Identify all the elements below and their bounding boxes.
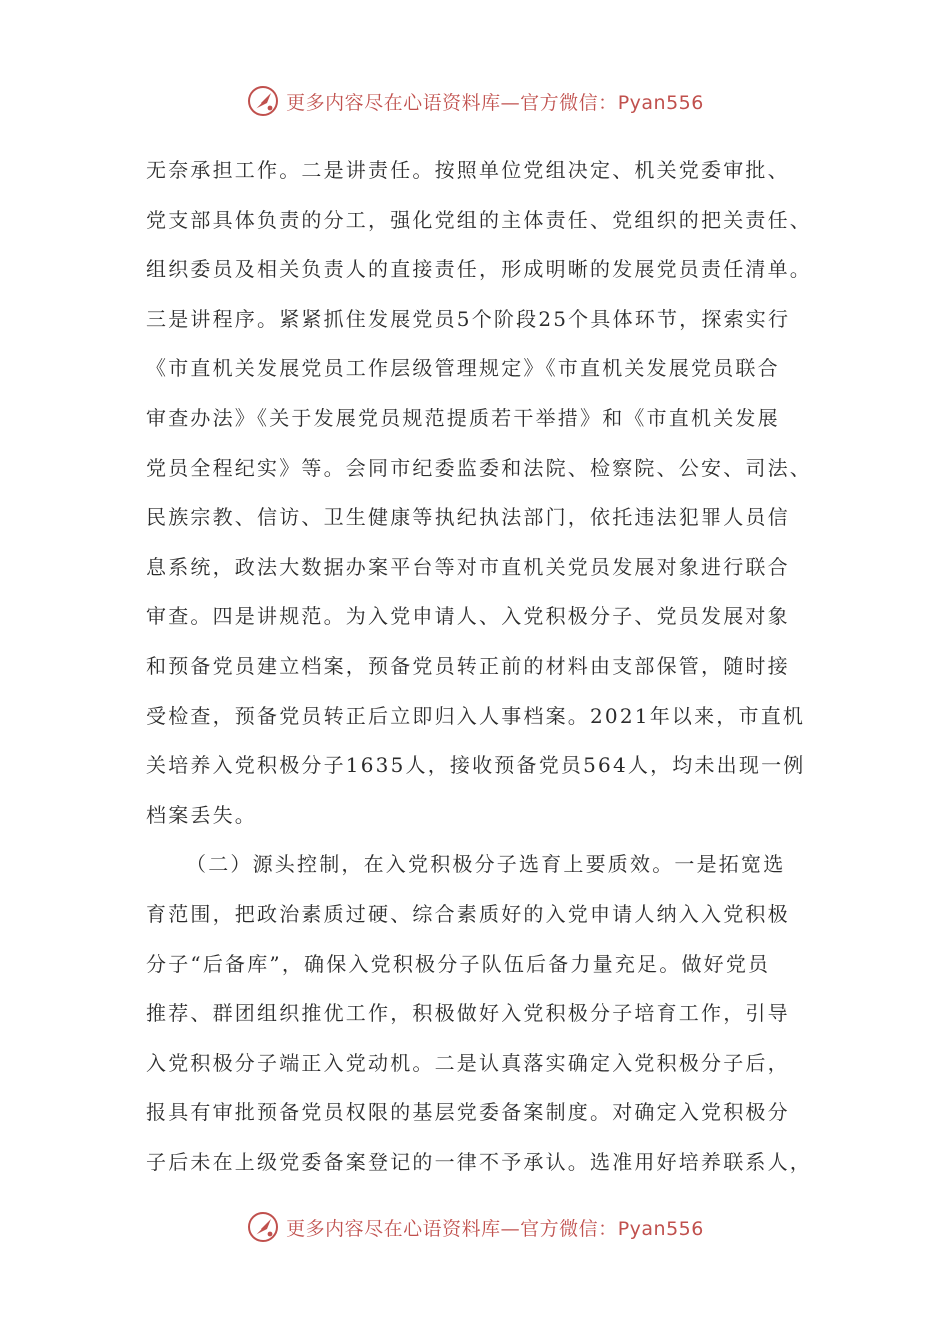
document-body	[146, 146, 816, 1187]
watermark-label: 官方微信：	[520, 1217, 618, 1240]
text-line: 育范围，把政治素质过硬、综合素质好的入党申请人纳入入党积极	[146, 901, 790, 926]
text-line: 推荐、群团组织推优工作，积极做好入党积极分子培育工作，引导	[146, 1001, 790, 1026]
text-line: 档案丢失。	[146, 802, 257, 827]
section-heading-line: （二）源头控制，在入党积极分子选育上要质效。一是拓宽选	[186, 852, 786, 877]
header-watermark	[0, 84, 950, 118]
text-line: 入党积极分子端正入党动机。二是认真落实确定入党积极分子后，	[146, 1050, 790, 1075]
watermark-wechat-id: Pyan556	[617, 1217, 704, 1240]
text-line: 民族宗教、信访、卫生健康等执纪执法部门，依托违法犯罪人员信	[146, 505, 790, 530]
watermark-separator: —	[500, 1217, 521, 1240]
text-line: 审查办法》《关于发展党员规范提质若干举措》和《市直机关发展	[146, 405, 780, 430]
text-line: 关培养入党积极分子1635人，接收预备党员564人，均未出现一例	[146, 753, 806, 778]
text-line: 受检查，预备党员转正后立即归入人事档案。2021年以来，市直机	[146, 703, 806, 728]
watermark-separator: —	[500, 91, 521, 114]
text-line: 组织委员及相关负责人的直接责任，形成明晰的发展党员责任清单。	[146, 257, 812, 282]
text-line: 子后未在上级党委备案登记的一律不予承认。选准用好培养联系人，	[146, 1149, 812, 1174]
watermark-label: 官方微信：	[520, 91, 618, 114]
quill-logo-icon	[246, 84, 280, 118]
text-line: 分子“后备库”，确保入党积极分子队伍后备力量充足。做好党员	[146, 951, 771, 976]
watermark-brand: 更多内容尽在心语资料库	[286, 91, 501, 114]
watermark-wechat-id: Pyan556	[617, 91, 704, 114]
text-line: 审查。四是讲规范。为入党申请人、入党积极分子、党员发展对象	[146, 604, 790, 629]
text-line: 党支部具体负责的分工，强化党组的主体责任、党组织的把关责任、	[146, 207, 812, 232]
text-line: 《市直机关发展党员工作层级管理规定》《市直机关发展党员联合	[146, 356, 780, 381]
text-line: 息系统，政法大数据办案平台等对市直机关党员发展对象进行联合	[146, 554, 790, 579]
watermark-text	[286, 88, 704, 115]
watermark-text	[286, 1214, 704, 1241]
footer-watermark	[0, 1210, 950, 1244]
text-line: 三是讲程序。紧紧抓住发展党员5个阶段25个具体环节，探索实行	[146, 306, 791, 331]
text-line: 党员全程纪实》等。会同市纪委监委和法院、检察院、公安、司法、	[146, 455, 812, 480]
text-line: 和预备党员建立档案，预备党员转正前的材料由支部保管，随时接	[146, 653, 790, 678]
watermark-brand: 更多内容尽在心语资料库	[286, 1217, 501, 1240]
text-line: 报具有审批预备党员权限的基层党委备案制度。对确定入党积极分	[146, 1100, 790, 1125]
quill-logo-icon	[246, 1210, 280, 1244]
text-line: 无奈承担工作。二是讲责任。按照单位党组决定、机关党委审批、	[146, 158, 790, 182]
